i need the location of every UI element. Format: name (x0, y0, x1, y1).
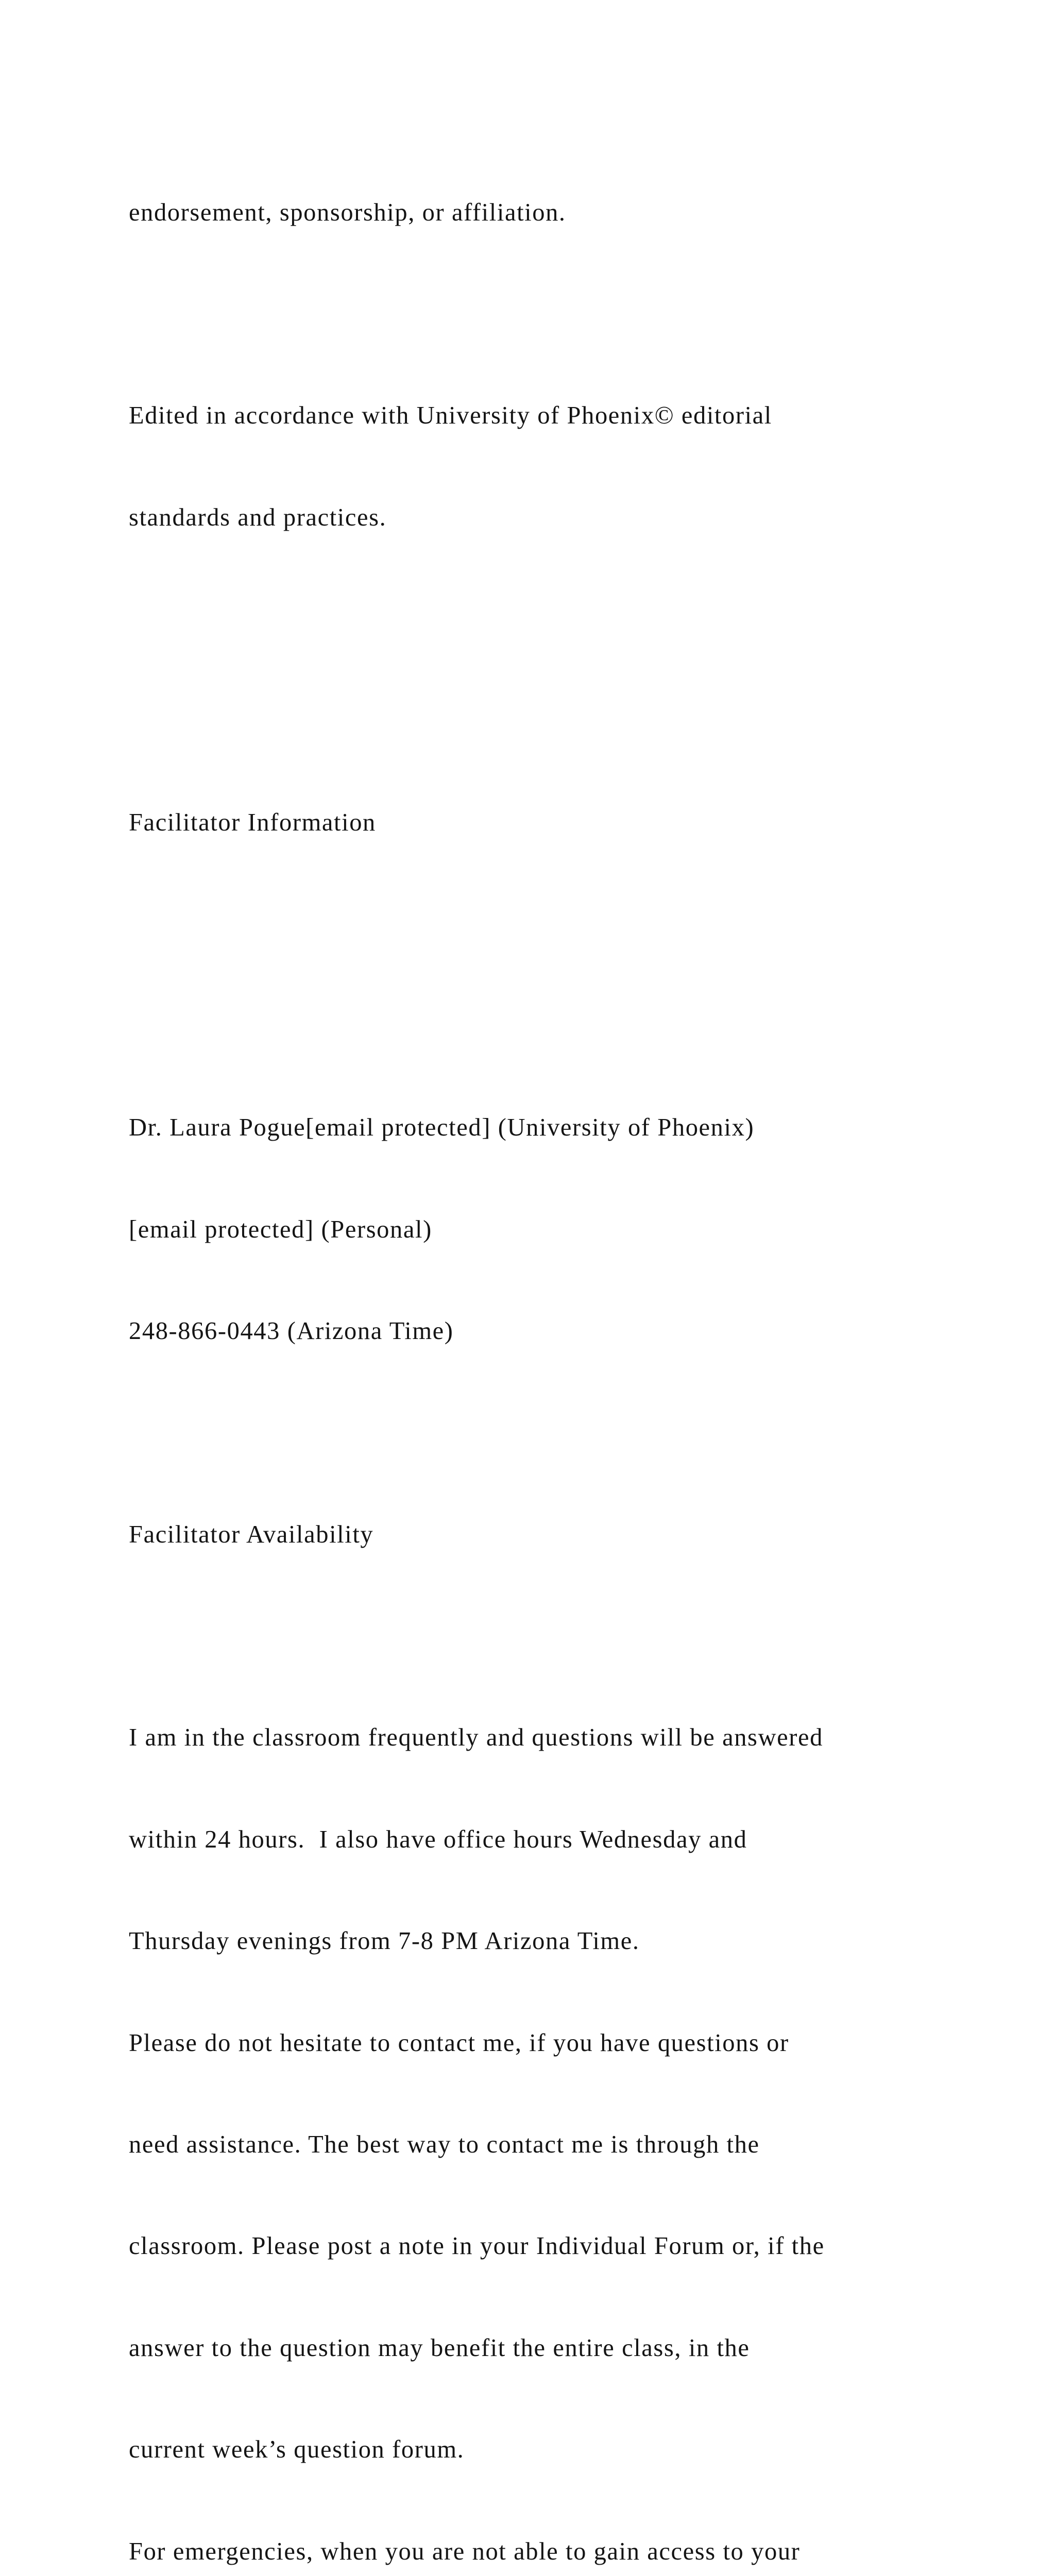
blank-line (129, 602, 984, 636)
document-body (129, 128, 984, 2576)
blank-line (129, 1009, 984, 1043)
text-line: endorsement, sponsorship, or affiliation. (129, 198, 566, 226)
blank-line (129, 297, 984, 331)
text-line: Thursday evenings from 7-8 PM Arizona Time. (129, 1927, 640, 1955)
contact-line-phone: 248-866-0443 (Arizona Time) (129, 1317, 454, 1345)
section-heading-facilitator-availability: Facilitator Availability (129, 1520, 374, 1548)
text-line: current week’s question forum. (129, 2436, 465, 2464)
text-line: answer to the question may benefit the entire class, in the (129, 2334, 750, 2362)
text-line: need assistance. The best way to contact me is through the (129, 2131, 760, 2159)
text-line: standards and practices. (129, 503, 387, 531)
text-line: For emergencies, when you are not able to gain access to your (129, 2537, 801, 2565)
text-line: classroom. Please post a note in your Individual Forum or, if the (129, 2232, 825, 2260)
text-line: I am in the classroom frequently and questions will be answered (129, 1724, 823, 1752)
section-heading-facilitator-information: Facilitator Information (129, 808, 376, 836)
blank-line (129, 1619, 984, 1653)
text-line: within 24 hours. I also have office hours Wednesday and (129, 1825, 747, 1853)
blank-line (129, 1416, 984, 1450)
contact-line-university-email: Dr. Laura Pogue[email protected] (University of Phoenix) (129, 1114, 755, 1142)
text-line: Edited in accordance with University of Phoenix© editorial (129, 402, 772, 430)
text-line: Please do not hesitate to contact me, if you have questions or (129, 2029, 789, 2057)
blank-line (129, 907, 984, 941)
blank-line (129, 704, 984, 738)
contact-line-personal-email: [email protected] (Personal) (129, 1215, 432, 1243)
